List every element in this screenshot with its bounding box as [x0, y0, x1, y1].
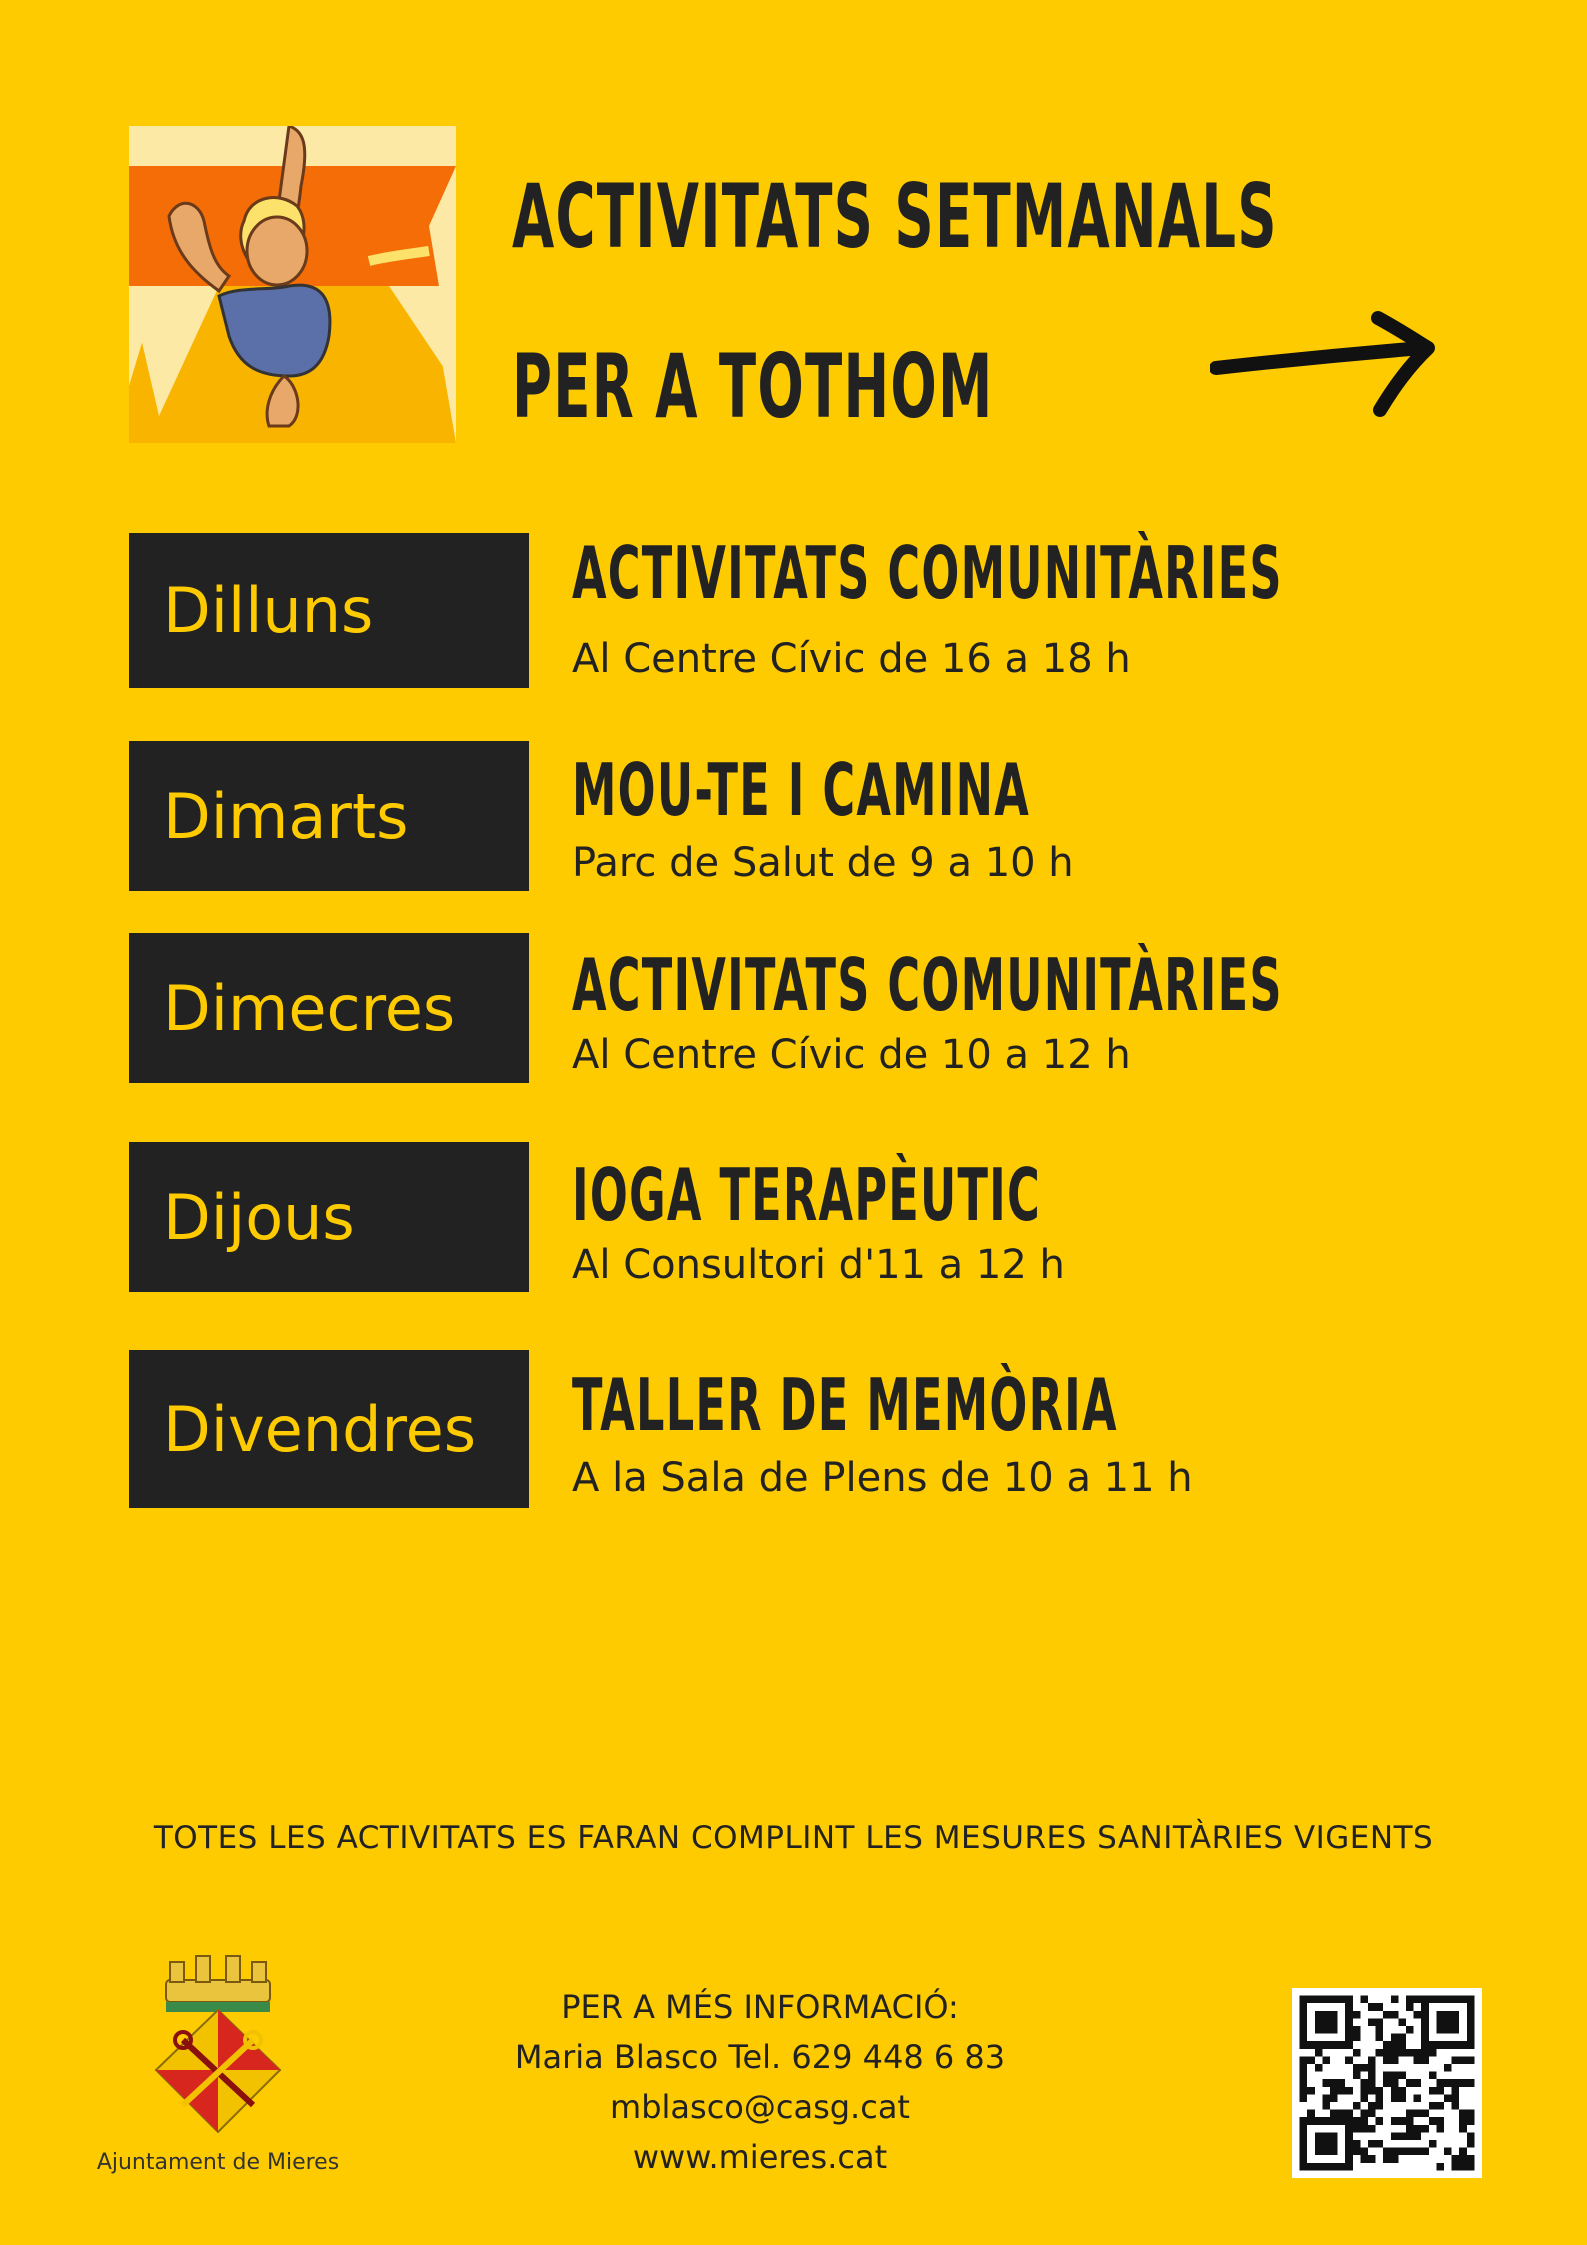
title-line-1: ACTIVITATS SETMANALS — [512, 165, 1278, 268]
day-text: Divendres — [163, 1392, 477, 1466]
activity-title: ACTIVITATS COMUNITÀRIES — [572, 531, 1283, 615]
website-link[interactable]: www.mieres.cat — [632, 2138, 888, 2176]
activity-title: ACTIVITATS COMUNITÀRIES — [572, 943, 1283, 1027]
sanitary-notice: TOTES LES ACTIVITATS ES FARAN COMPLINT LES MESURES SANITÀRIES VIGENTS — [153, 1820, 1434, 1856]
person-illustration — [129, 126, 456, 443]
day-label — [129, 533, 529, 688]
day-label — [129, 1142, 529, 1292]
activity-title: TALLER DE MEMÒRIA — [572, 1363, 1118, 1447]
day-text: Dilluns — [163, 574, 374, 647]
day-text: Dimecres — [163, 971, 456, 1045]
info-heading: PER A MÉS INFORMACIÓ: — [561, 1988, 959, 2026]
activity-details: Parc de Salut de 9 a 10 h — [572, 840, 1074, 886]
activity-details: Al Consultori d'11 a 12 h — [572, 1242, 1065, 1288]
organization-name: Ajuntament de Mieres — [96, 2150, 340, 2175]
day-text: Dijous — [163, 1180, 355, 1254]
right-arrow-icon — [1210, 310, 1440, 420]
title-line-2: PER A TOTHOM — [512, 335, 994, 438]
activity-title: IOGA TERAPÈUTIC — [572, 1153, 1042, 1237]
coat-of-arms-icon — [148, 1940, 288, 2170]
contact-email[interactable]: mblasco@casg.cat — [610, 2088, 910, 2126]
day-label — [129, 1350, 529, 1508]
day-label — [129, 933, 529, 1083]
day-text: Dimarts — [163, 779, 409, 853]
qr-code[interactable] — [1292, 1988, 1482, 2178]
activity-title: MOU-TE I CAMINA — [572, 748, 1031, 832]
activity-details: Al Centre Cívic de 16 a 18 h — [572, 636, 1131, 682]
day-label — [129, 741, 529, 891]
page-title — [512, 132, 1278, 472]
contact-info — [440, 1982, 1080, 2182]
activity-details: Al Centre Cívic de 10 a 12 h — [572, 1032, 1131, 1078]
activity-details: A la Sala de Plens de 10 a 11 h — [572, 1455, 1193, 1501]
contact-phone: Maria Blasco Tel. 629 448 6 83 — [514, 2038, 1006, 2076]
